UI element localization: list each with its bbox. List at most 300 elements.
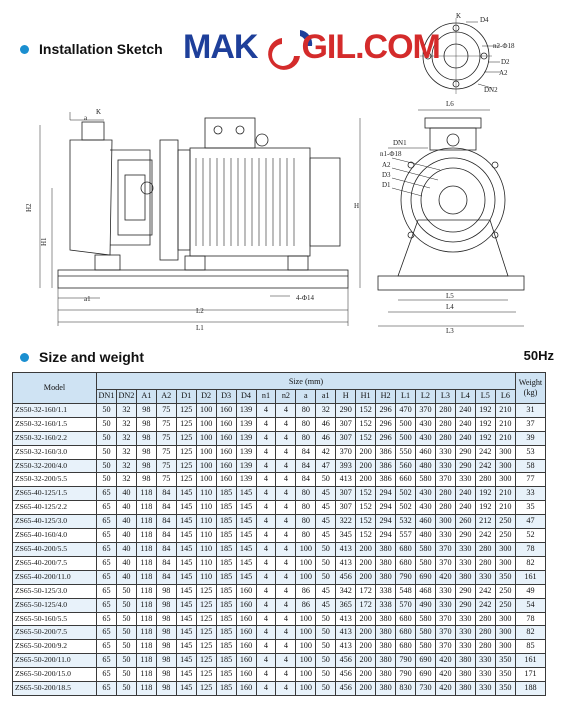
size-cell: 300	[495, 459, 515, 473]
column-header: L4	[455, 390, 475, 404]
size-cell: 125	[196, 584, 216, 598]
svg-text:D2: D2	[501, 58, 510, 66]
size-cell: 4	[256, 445, 276, 459]
size-cell: 192	[475, 417, 495, 431]
size-cell: 500	[396, 417, 416, 431]
size-weight-title: Size and weight	[39, 349, 145, 365]
size-cell: 280	[475, 542, 495, 556]
svg-text:H1: H1	[40, 237, 48, 246]
size-cell: 185	[216, 654, 236, 668]
size-cell: 200	[356, 654, 376, 668]
size-cell: 200	[356, 445, 376, 459]
front-view-drawing	[25, 108, 360, 332]
size-cell: 50	[316, 626, 336, 640]
column-header: DN1	[97, 390, 117, 404]
table-row	[13, 445, 546, 459]
size-cell: 125	[196, 682, 216, 696]
size-cell: 4	[256, 626, 276, 640]
size-cell: 502	[396, 501, 416, 515]
size-cell: 47	[316, 459, 336, 473]
svg-text:4-Φ14: 4-Φ14	[296, 294, 314, 302]
size-cell: 32	[116, 473, 136, 487]
size-cell: 4	[256, 487, 276, 501]
size-cell: 145	[176, 640, 196, 654]
size-cell: 290	[455, 459, 475, 473]
size-cell: 280	[475, 473, 495, 487]
size-cell: 32	[116, 403, 136, 417]
size-cell: 680	[396, 626, 416, 640]
column-header: A2	[156, 390, 176, 404]
size-cell: 300	[435, 515, 455, 529]
size-cell: 118	[136, 682, 156, 696]
size-cell: 75	[156, 431, 176, 445]
column-header: L5	[475, 390, 495, 404]
size-cell: 118	[136, 640, 156, 654]
size-cell: 65	[97, 668, 117, 682]
size-header: Size (mm)	[97, 373, 516, 390]
size-cell: 145	[236, 570, 256, 584]
column-header: a1	[316, 390, 336, 404]
column-header: D1	[176, 390, 196, 404]
size-cell: 4	[256, 598, 276, 612]
weight-cell: 39	[516, 431, 546, 445]
size-cell: 330	[435, 584, 455, 598]
size-cell: 110	[196, 556, 216, 570]
size-cell: 294	[376, 487, 396, 501]
size-cell: 100	[196, 431, 216, 445]
size-cell: 4	[276, 542, 296, 556]
size-cell: 468	[416, 584, 436, 598]
size-cell: 680	[396, 542, 416, 556]
size-cell: 4	[256, 682, 276, 696]
size-cell: 280	[475, 612, 495, 626]
model-cell: ZS65-40-160/4.0	[13, 529, 97, 543]
size-cell: 65	[97, 570, 117, 584]
weight-cell: 31	[516, 403, 546, 417]
size-cell: 98	[156, 682, 176, 696]
size-cell: 460	[416, 445, 436, 459]
size-cell: 65	[97, 556, 117, 570]
makgil-logo	[183, 28, 440, 67]
size-cell: 75	[156, 403, 176, 417]
size-cell: 145	[236, 487, 256, 501]
size-cell: 45	[316, 598, 336, 612]
size-cell: 200	[356, 640, 376, 654]
size-cell: 380	[376, 668, 396, 682]
logo-text-right: GIL.COM	[301, 28, 440, 66]
column-header: D3	[216, 390, 236, 404]
size-cell: 65	[97, 626, 117, 640]
table-row	[13, 626, 546, 640]
size-cell: 50	[316, 473, 336, 487]
size-cell: 84	[296, 445, 316, 459]
size-cell: 118	[136, 529, 156, 543]
size-cell: 45	[316, 501, 336, 515]
column-header: D4	[236, 390, 256, 404]
size-cell: 280	[435, 501, 455, 515]
size-cell: 185	[216, 626, 236, 640]
size-cell: 380	[376, 570, 396, 584]
size-cell: 560	[396, 459, 416, 473]
size-cell: 290	[455, 445, 475, 459]
size-cell: 4	[256, 417, 276, 431]
size-cell: 260	[455, 515, 475, 529]
size-cell: 4	[276, 598, 296, 612]
size-cell: 200	[356, 473, 376, 487]
size-cell: 100	[296, 640, 316, 654]
size-cell: 280	[475, 556, 495, 570]
table-row	[13, 501, 546, 515]
weight-cell: 47	[516, 515, 546, 529]
table-row	[13, 473, 546, 487]
size-cell: 200	[356, 542, 376, 556]
size-cell: 84	[156, 542, 176, 556]
size-cell: 84	[296, 473, 316, 487]
size-cell: 145	[176, 654, 196, 668]
size-cell: 4	[256, 515, 276, 529]
table-row	[13, 487, 546, 501]
svg-text:K: K	[96, 108, 102, 116]
size-cell: 145	[236, 515, 256, 529]
size-cell: 210	[495, 487, 515, 501]
size-cell: 160	[216, 459, 236, 473]
size-cell: 690	[416, 654, 436, 668]
size-cell: 98	[136, 403, 156, 417]
size-cell: 4	[276, 445, 296, 459]
size-cell: 790	[396, 668, 416, 682]
size-cell: 98	[156, 626, 176, 640]
weight-cell: 35	[516, 501, 546, 515]
size-cell: 98	[156, 584, 176, 598]
size-cell: 290	[455, 584, 475, 598]
column-header: n2	[276, 390, 296, 404]
size-cell: 350	[495, 570, 515, 584]
size-cell: 330	[435, 529, 455, 543]
size-cell: 330	[475, 570, 495, 584]
size-cell: 40	[116, 556, 136, 570]
model-cell: ZS50-32-200/4.0	[13, 459, 97, 473]
size-cell: 413	[336, 612, 356, 626]
table-row	[13, 640, 546, 654]
size-cell: 125	[176, 403, 196, 417]
column-header: L6	[495, 390, 515, 404]
size-cell: 160	[236, 654, 256, 668]
size-cell: 139	[236, 417, 256, 431]
size-cell: 240	[455, 501, 475, 515]
size-cell: 50	[316, 556, 336, 570]
size-cell: 370	[435, 556, 455, 570]
size-cell: 380	[376, 542, 396, 556]
size-cell: 470	[396, 403, 416, 417]
svg-text:D1: D1	[382, 181, 391, 189]
table-row	[13, 612, 546, 626]
size-cell: 118	[136, 501, 156, 515]
column-header: L1	[396, 390, 416, 404]
size-cell: 100	[196, 473, 216, 487]
size-cell: 330	[435, 598, 455, 612]
size-cell: 4	[276, 584, 296, 598]
size-cell: 290	[455, 598, 475, 612]
size-cell: 172	[356, 584, 376, 598]
svg-text:L2: L2	[196, 307, 204, 315]
size-cell: 380	[376, 612, 396, 626]
installation-sketch-title: Installation Sketch	[39, 41, 163, 57]
size-cell: 160	[236, 668, 256, 682]
size-cell: 307	[336, 501, 356, 515]
svg-text:D4: D4	[480, 16, 489, 24]
size-cell: 300	[495, 612, 515, 626]
size-cell: 185	[216, 612, 236, 626]
size-cell: 145	[236, 542, 256, 556]
size-cell: 84	[296, 459, 316, 473]
size-cell: 210	[495, 417, 515, 431]
size-cell: 100	[296, 626, 316, 640]
size-cell: 250	[495, 584, 515, 598]
size-cell: 307	[336, 417, 356, 431]
size-cell: 118	[136, 584, 156, 598]
size-cell: 139	[236, 445, 256, 459]
size-cell: 294	[376, 501, 396, 515]
size-cell: 380	[376, 626, 396, 640]
svg-text:D3: D3	[382, 171, 391, 179]
size-cell: 490	[416, 598, 436, 612]
size-cell: 350	[495, 654, 515, 668]
size-cell: 212	[475, 515, 495, 529]
size-cell: 330	[455, 612, 475, 626]
size-cell: 250	[495, 515, 515, 529]
size-cell: 338	[376, 598, 396, 612]
size-cell: 420	[435, 668, 455, 682]
size-cell: 4	[256, 529, 276, 543]
size-cell: 690	[416, 570, 436, 584]
size-cell: 185	[216, 570, 236, 584]
size-cell: 330	[455, 626, 475, 640]
size-cell: 40	[116, 501, 136, 515]
size-cell: 185	[216, 501, 236, 515]
size-cell: 4	[256, 459, 276, 473]
size-cell: 185	[216, 487, 236, 501]
size-cell: 210	[495, 431, 515, 445]
size-cell: 100	[296, 682, 316, 696]
size-cell: 145	[176, 584, 196, 598]
size-cell: 380	[455, 654, 475, 668]
svg-text:a1: a1	[84, 295, 91, 303]
model-cell: ZS50-32-160/2.2	[13, 431, 97, 445]
model-cell: ZS50-32-160/1.1	[13, 403, 97, 417]
size-cell: 294	[376, 529, 396, 543]
weight-header: Weight (kg)	[516, 373, 546, 404]
size-cell: 40	[116, 570, 136, 584]
size-cell: 242	[475, 584, 495, 598]
size-cell: 200	[356, 682, 376, 696]
weight-cell: 85	[516, 640, 546, 654]
size-cell: 413	[336, 542, 356, 556]
size-cell: 300	[495, 473, 515, 487]
size-cell: 160	[216, 473, 236, 487]
size-cell: 98	[136, 417, 156, 431]
size-cell: 430	[416, 501, 436, 515]
size-cell: 413	[336, 473, 356, 487]
size-cell: 46	[316, 431, 336, 445]
svg-text:H: H	[354, 202, 360, 210]
size-cell: 125	[196, 626, 216, 640]
size-cell: 118	[136, 515, 156, 529]
size-cell: 790	[396, 570, 416, 584]
size-cell: 50	[116, 640, 136, 654]
size-cell: 4	[276, 626, 296, 640]
logo-text-left: MAK	[183, 28, 258, 66]
size-cell: 50	[116, 654, 136, 668]
size-cell: 86	[296, 598, 316, 612]
size-cell: 118	[136, 668, 156, 682]
size-cell: 4	[276, 431, 296, 445]
weight-cell: 161	[516, 570, 546, 584]
size-cell: 480	[416, 529, 436, 543]
size-cell: 350	[495, 682, 515, 696]
size-cell: 4	[276, 487, 296, 501]
size-cell: 160	[236, 682, 256, 696]
size-cell: 330	[435, 445, 455, 459]
size-cell: 210	[495, 501, 515, 515]
size-cell: 50	[97, 431, 117, 445]
size-cell: 40	[116, 529, 136, 543]
column-header: D2	[196, 390, 216, 404]
size-cell: 370	[435, 542, 455, 556]
size-cell: 342	[336, 584, 356, 598]
size-cell: 50	[116, 668, 136, 682]
size-cell: 393	[336, 459, 356, 473]
table-row	[13, 417, 546, 431]
model-cell: ZS65-50-125/3.0	[13, 584, 97, 598]
size-cell: 680	[396, 556, 416, 570]
model-cell: ZS65-50-125/4.0	[13, 598, 97, 612]
size-cell: 456	[336, 682, 356, 696]
size-cell: 98	[156, 654, 176, 668]
size-cell: 185	[216, 682, 236, 696]
size-cell: 125	[176, 459, 196, 473]
size-cell: 290	[336, 403, 356, 417]
model-cell: ZS65-40-125/1.5	[13, 487, 97, 501]
size-cell: 370	[435, 626, 455, 640]
size-cell: 365	[336, 598, 356, 612]
size-cell: 370	[336, 445, 356, 459]
size-cell: 580	[416, 626, 436, 640]
size-cell: 4	[276, 417, 296, 431]
size-cell: 240	[455, 431, 475, 445]
weight-cell: 37	[516, 417, 546, 431]
table-row	[13, 598, 546, 612]
model-cell: ZS50-32-160/1.5	[13, 417, 97, 431]
size-cell: 386	[376, 445, 396, 459]
size-cell: 152	[356, 417, 376, 431]
weight-cell: 78	[516, 542, 546, 556]
size-cell: 380	[376, 556, 396, 570]
column-header: L2	[416, 390, 436, 404]
size-cell: 152	[356, 515, 376, 529]
size-cell: 50	[116, 626, 136, 640]
size-cell: 240	[455, 417, 475, 431]
size-cell: 386	[376, 459, 396, 473]
size-cell: 40	[116, 542, 136, 556]
size-cell: 65	[97, 515, 117, 529]
size-cell: 100	[296, 654, 316, 668]
size-cell: 456	[336, 668, 356, 682]
size-cell: 4	[276, 403, 296, 417]
size-cell: 200	[356, 570, 376, 584]
size-cell: 125	[176, 473, 196, 487]
size-cell: 65	[97, 598, 117, 612]
size-cell: 32	[316, 403, 336, 417]
size-cell: 480	[416, 459, 436, 473]
size-cell: 100	[296, 668, 316, 682]
size-cell: 420	[435, 654, 455, 668]
size-cell: 84	[156, 570, 176, 584]
size-cell: 139	[236, 473, 256, 487]
svg-text:L3: L3	[446, 327, 454, 335]
size-cell: 430	[416, 487, 436, 501]
size-cell: 4	[256, 584, 276, 598]
model-cell: ZS50-32-160/3.0	[13, 445, 97, 459]
size-cell: 46	[316, 417, 336, 431]
size-cell: 45	[316, 584, 336, 598]
model-cell: ZS65-40-200/5.5	[13, 542, 97, 556]
size-cell: 160	[216, 431, 236, 445]
size-cell: 386	[376, 473, 396, 487]
size-cell: 370	[435, 612, 455, 626]
svg-text:H2: H2	[25, 203, 33, 212]
model-cell: ZS65-40-125/2.2	[13, 501, 97, 515]
svg-text:n2-Φ18: n2-Φ18	[493, 42, 515, 50]
size-cell: 4	[256, 668, 276, 682]
size-cell: 80	[296, 417, 316, 431]
size-cell: 50	[316, 640, 336, 654]
size-cell: 4	[276, 640, 296, 654]
size-cell: 65	[97, 682, 117, 696]
size-cell: 160	[236, 598, 256, 612]
column-header: H	[336, 390, 356, 404]
size-cell: 4	[276, 668, 296, 682]
size-cell: 280	[435, 417, 455, 431]
size-cell: 242	[475, 529, 495, 543]
size-cell: 160	[236, 584, 256, 598]
size-cell: 185	[216, 668, 236, 682]
size-cell: 200	[356, 626, 376, 640]
size-cell: 413	[336, 556, 356, 570]
size-cell: 690	[416, 668, 436, 682]
size-cell: 185	[216, 515, 236, 529]
table-row	[13, 556, 546, 570]
size-cell: 330	[455, 556, 475, 570]
size-cell: 250	[495, 529, 515, 543]
table-row	[13, 529, 546, 543]
size-cell: 145	[176, 501, 196, 515]
size-cell: 172	[356, 598, 376, 612]
size-cell: 75	[156, 459, 176, 473]
model-cell: ZS65-40-125/3.0	[13, 515, 97, 529]
frequency-label: 50Hz	[523, 348, 554, 363]
size-cell: 4	[276, 612, 296, 626]
size-cell: 110	[196, 542, 216, 556]
size-cell: 100	[296, 556, 316, 570]
weight-cell: 58	[516, 459, 546, 473]
size-cell: 307	[336, 431, 356, 445]
size-cell: 280	[475, 640, 495, 654]
size-cell: 460	[416, 515, 436, 529]
size-cell: 4	[276, 682, 296, 696]
size-cell: 430	[416, 431, 436, 445]
size-cell: 152	[356, 501, 376, 515]
size-cell: 75	[156, 417, 176, 431]
